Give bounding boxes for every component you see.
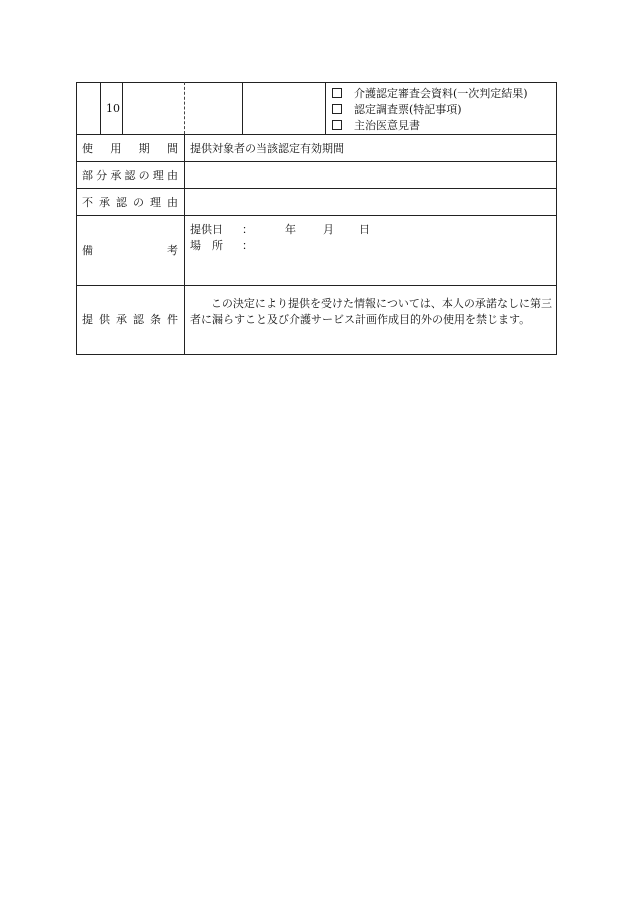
- approval-table: [76, 82, 557, 355]
- approval-conditions-text: この決定により提供を受けた情報については、本人の承諾なしに第三者に漏らすこと及び介護サービス計画作成目的外の使用を禁じます。: [190, 297, 552, 326]
- label-column-divider: [184, 134, 185, 355]
- checklist-item-label: 認定調査票(特記事項): [354, 103, 462, 116]
- table-border: [76, 82, 77, 355]
- partial-approval-reason-label: 部 分 承 認 の 理 由: [82, 169, 178, 182]
- usage-period-value: 提供対象者の当該認定有効期間: [190, 142, 344, 155]
- row-divider: [76, 285, 557, 286]
- row-divider: [76, 215, 557, 216]
- checklist-item-label: 主治医意見書: [354, 119, 420, 132]
- remarks-label: 備 考: [82, 244, 178, 257]
- place-label: 場 所: [190, 239, 223, 252]
- provision-date-label: 提供日: [190, 223, 223, 236]
- table-border: [76, 82, 557, 83]
- dashed-divider: [184, 82, 185, 134]
- checkbox-icon[interactable]: [332, 120, 342, 130]
- usage-period-label: 使 用 期 間: [82, 142, 178, 155]
- column-divider: [325, 82, 326, 134]
- month-label: 月: [323, 223, 334, 236]
- row-divider: [76, 134, 557, 135]
- day-label: 日: [359, 223, 370, 236]
- column-divider: [100, 82, 101, 134]
- rejection-reason-label: 不 承 認 の 理 由: [82, 196, 178, 209]
- checkbox-icon[interactable]: [332, 88, 342, 98]
- provision-date-colon: ：: [242, 223, 253, 236]
- checklist-item[interactable]: [332, 117, 528, 133]
- checklist-item[interactable]: [332, 101, 528, 117]
- row-divider: [76, 188, 557, 189]
- column-divider: [242, 82, 243, 134]
- table-border: [76, 354, 557, 355]
- approval-conditions-label: 提 供 承 認 条 件: [82, 313, 178, 326]
- table-border: [556, 82, 557, 355]
- row-divider: [76, 161, 557, 162]
- place-colon: ：: [242, 239, 253, 252]
- document-checklist: [332, 85, 528, 133]
- checkbox-icon[interactable]: [332, 104, 342, 114]
- year-label: 年: [285, 223, 296, 236]
- checklist-item-label: 介護認定審査会資料(一次判定結果): [354, 87, 528, 100]
- row-number: 10: [106, 102, 120, 115]
- checklist-item[interactable]: [332, 85, 528, 101]
- column-divider: [122, 82, 123, 134]
